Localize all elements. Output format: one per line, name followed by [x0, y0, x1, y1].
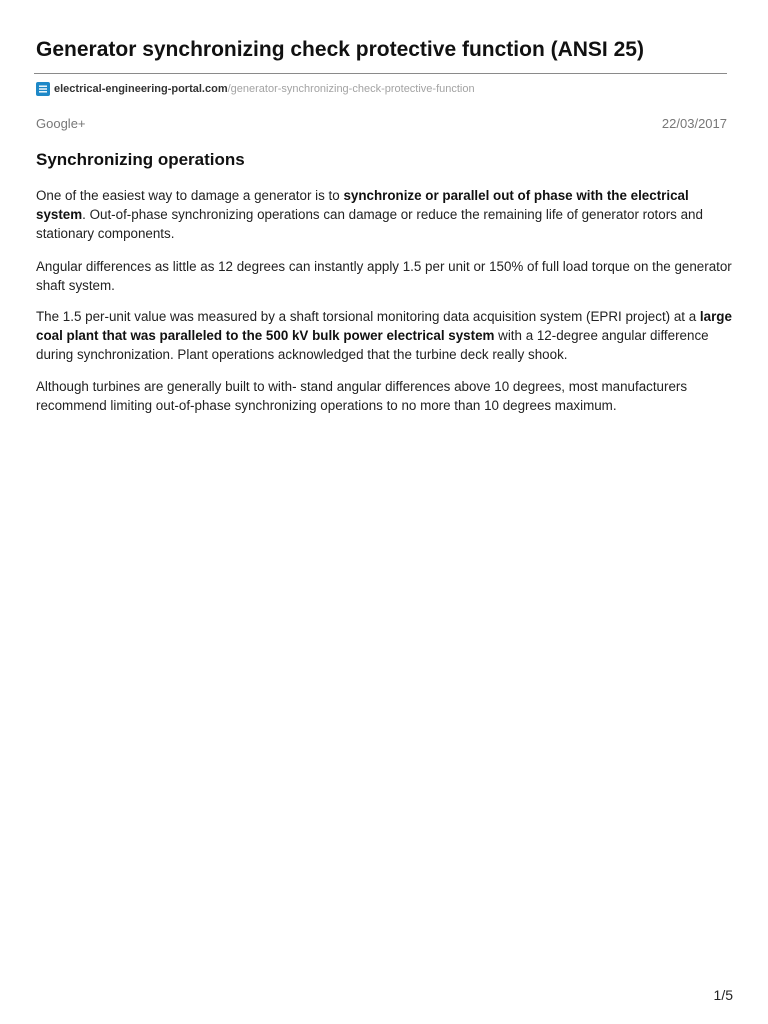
title-divider [34, 73, 727, 74]
paragraph-1-rest: . Out-of-phase synchronizing operations can damage or reduce the remaining life of generator rotors and stationary components. [36, 207, 703, 241]
page-number: 1/5 [713, 987, 733, 1003]
paragraph-1-intro: One of the easiest way to damage a generator is to [36, 188, 344, 203]
document-icon [36, 82, 50, 96]
page-title: Generator synchronizing check protective function (ANSI 25) [36, 38, 644, 61]
share-label[interactable]: Google+ [36, 116, 86, 131]
paragraph-1-emphasis: synchronize or parallel out of phase with the electrical system [36, 188, 689, 222]
source-link[interactable] [36, 82, 475, 96]
publish-date: 22/03/2017 [661, 116, 727, 131]
paragraph-3-rest: with a 12-degree angular difference during synchronization. Plant operations acknowledged that the turbine deck really shook. [36, 328, 709, 362]
source-path[interactable]: /generator-synchronizing-check-protective-function [227, 83, 475, 95]
paragraph-3-intro: The 1.5 per-unit value was measured by a shaft torsional monitoring data acquisition system (EPRI project) at a [36, 309, 700, 324]
paragraph-3 [36, 307, 736, 364]
paragraph-4: Although turbines are generally built to with- stand angular differences above 10 degrees, most manufacturers recommend limiting out-of-phase synchronizing operations to no more than 10 degrees maximum. [36, 379, 688, 413]
section-heading: Synchronizing operations [36, 150, 245, 169]
paragraph-3-emphasis: large coal plant that was paralleled to the 500 kV bulk power electrical system [36, 309, 732, 343]
source-domain[interactable]: electrical-engineering-portal.com [54, 83, 228, 95]
paragraph-2: Angular differences as little as 12 degrees can instantly apply 1.5 per unit or 150% of full load torque on the generator shaft system. [36, 259, 732, 293]
paragraph-1 [36, 186, 736, 243]
